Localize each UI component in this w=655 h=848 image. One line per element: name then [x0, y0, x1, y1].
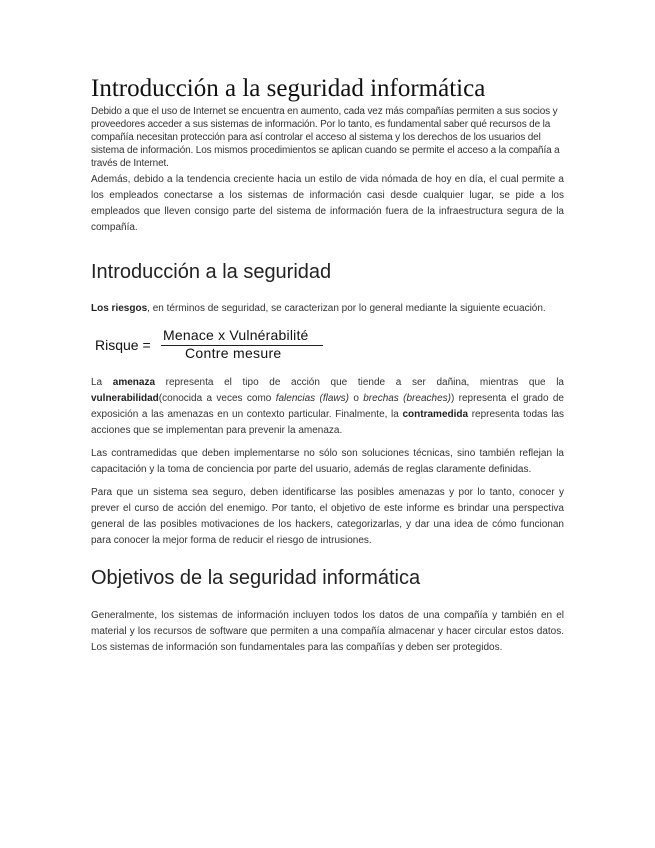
text-span: (conocida a veces como: [158, 393, 276, 404]
document-title: Introducción a la seguridad informática: [91, 75, 486, 102]
intro-paragraph-2: Además, debido a la tendencia creciente hacia un estilo de vida nómada de hoy en día, el cual permite a los empleados conectarse a los sistemas de información casi desde cualquier lugar, se pide a los empleados que lleven consigo parte del sistema de información fuera de la infraestructura segura de la compañía.: [91, 174, 564, 233]
risk-text: , en términos de seguridad, se caracterizan por lo general mediante la siguiente ecuación.: [147, 303, 546, 314]
intro-paragraph-1: Debido a que el uso de Internet se encuentra en aumento, cada vez más compañías permiten a sus socios y proveedores acceder a sus sistemas de información. Por lo tanto, es fundamental saber qué recursos de la compañía necesitan protección para así controlar el acceso al sistema y los derechos de los usuarios del sistema de información. Los mismos procedimientos se aplican cuando se permite el acceso a la compañía a través de Internet.: [91, 106, 560, 169]
countermeasures-paragraph: Las contramedidas que deben implementarse no sólo son soluciones técnicas, sino también reflejan la capacitación y la toma de conciencia por parte del usuario, además de reglas claramente definidas.: [91, 448, 564, 475]
document-body: [91, 74, 564, 656]
threat-paragraph: [91, 375, 564, 439]
formula-lhs: Risque =: [95, 337, 151, 353]
risk-term: Los riesgos: [91, 303, 148, 314]
section-heading-objetivos: Objetivos de la seguridad informática: [91, 567, 421, 589]
text-span: ) representa el grado de exposición a las amenazas en un contexto particular. Finalmente, la: [91, 393, 564, 420]
risk-formula: [91, 327, 564, 367]
text-span: o: [348, 393, 364, 404]
term-amenaza: amenaza: [112, 377, 156, 388]
term-vulnerabilidad: vulnerabilidad: [91, 393, 159, 404]
risk-paragraph: [91, 301, 564, 317]
objectives-paragraph: Generalmente, los sistemas de información incluyen todos los datos de una compañía y también en el material y los recursos de software que permiten a una compañía almacenar y hacer circular estos datos. Los sistemas de información son fundamentales para las compañías y deben ser protegidos.: [91, 610, 564, 653]
text-span: representa el tipo de acción que tiende a ser dañina, mientras que la: [155, 377, 564, 388]
section-heading-introduccion: Introducción a la seguridad: [91, 261, 332, 283]
text-span: La: [91, 377, 113, 388]
formula-numerator: Menace x Vulnérabilité: [163, 327, 309, 343]
term-contramedida: contramedida: [402, 409, 469, 420]
formula-denominator: Contre mesure: [185, 345, 282, 361]
text-span: representa todas las acciones que se implementan para prevenir la amenaza.: [91, 409, 565, 436]
secure-system-paragraph: Para que un sistema sea seguro, deben identificarse las posibles amenazas y por lo tanto, conocer y prever el curso de acción del enemigo. Por tanto, el objetivo de este informe es brindar una perspectiva general de las posibles motivaciones de los hackers, categorizarlas, y dar una idea de cómo funcionan para conocer la mejor forma de reducir el riesgo de intrusiones.: [91, 487, 564, 546]
term-brechas: brechas (breaches): [363, 393, 451, 404]
term-falencias: falencias (flaws): [275, 393, 349, 404]
